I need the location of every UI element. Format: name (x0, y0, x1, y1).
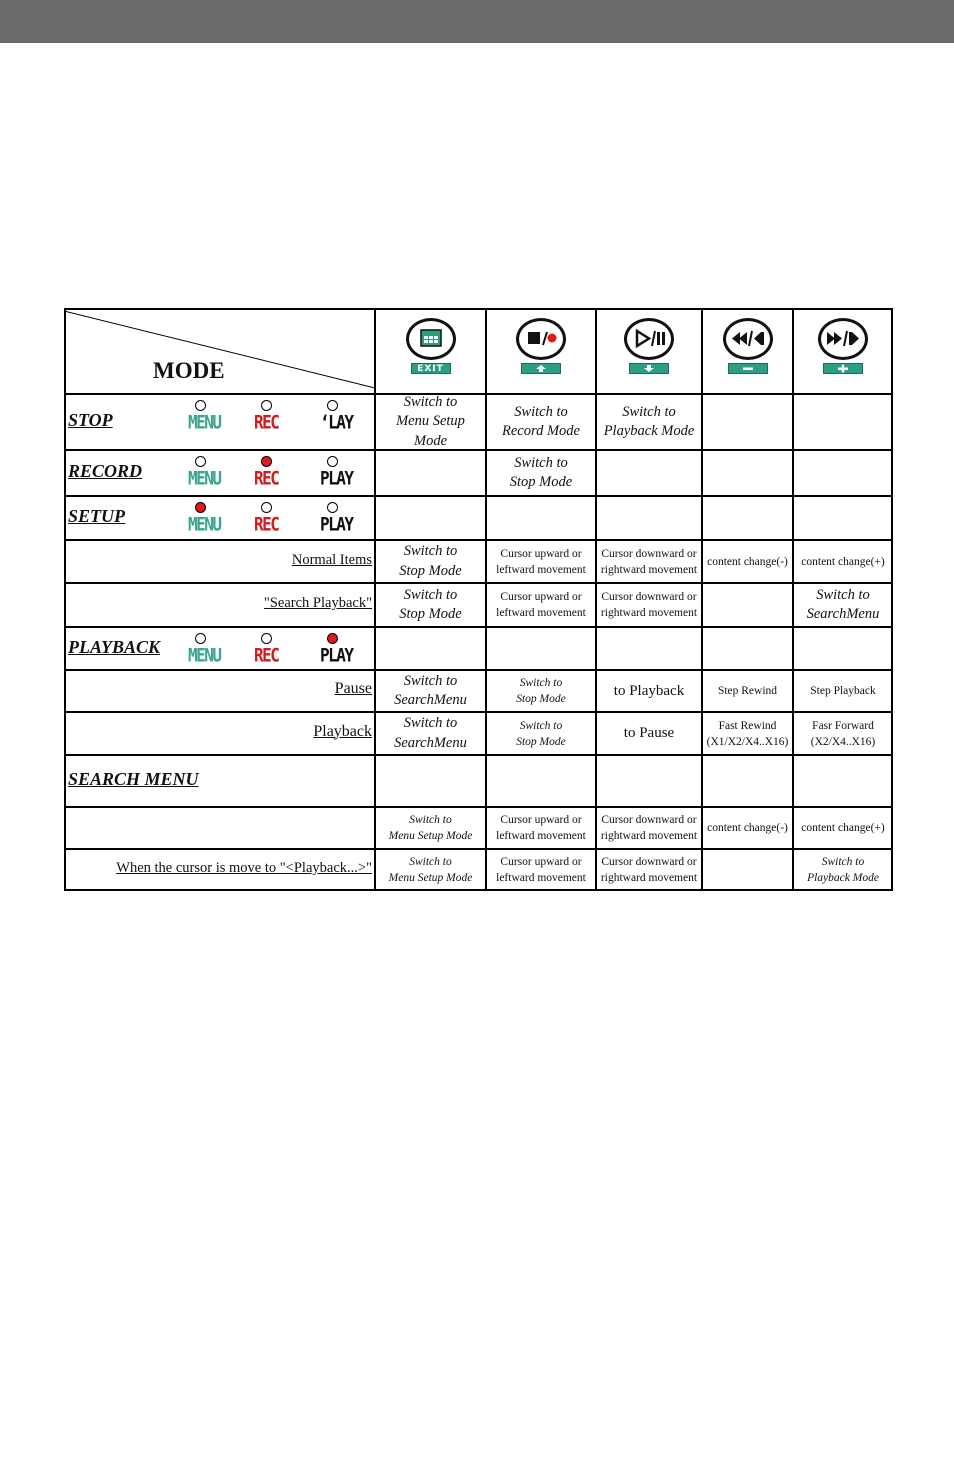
action-cell (598, 671, 700, 711)
led-menu-on-icon (195, 502, 206, 513)
led-indicator-rec (254, 502, 290, 536)
mode-label-stop: STOP (68, 410, 113, 430)
action-text: Switch to SearchMenu (394, 715, 467, 751)
action-cell (488, 850, 594, 890)
forward-step-icon[interactable] (818, 318, 868, 380)
led-indicator-play (320, 456, 356, 490)
row-divider (64, 495, 893, 497)
action-cell (704, 713, 791, 754)
action-cell (598, 541, 700, 582)
action-cell (377, 808, 484, 848)
action-cell (704, 671, 791, 711)
button-ring-icon (624, 318, 674, 360)
action-text: to Playback (613, 682, 685, 699)
led-menu-off-icon (195, 633, 206, 644)
exit-menu-icon-glyph (409, 321, 453, 357)
stop-record-icon-glyph (519, 321, 563, 357)
button-tab-minus (728, 363, 768, 374)
column-divider (701, 308, 703, 891)
led-rec-off-icon (261, 633, 272, 644)
led-indicator-rec (254, 456, 290, 490)
led-rec-label: REC (254, 411, 279, 433)
led-menu-label: MENU (188, 467, 221, 489)
action-cell (488, 395, 594, 449)
led-indicator-rec (254, 633, 290, 667)
led-indicator-play (320, 502, 356, 536)
action-cell (488, 584, 594, 626)
action-text: Switch to Menu Setup Mode (388, 856, 473, 884)
down-arrow-icon (641, 364, 657, 373)
action-text: Switch to Stop Mode (399, 543, 462, 579)
button-ring-icon (406, 318, 456, 360)
led-rec-on-icon (261, 456, 272, 467)
led-play-label: PLAY (320, 467, 353, 489)
action-text: Switch to Playback Mode (603, 403, 695, 439)
action-cell (377, 395, 484, 449)
mode-label-search-menu: SEARCH MENU (68, 769, 199, 789)
stop-record-icon[interactable] (516, 318, 566, 380)
action-text: Switch to Menu Setup Mode (388, 814, 473, 842)
led-indicator-menu (188, 456, 224, 490)
action-text: content change(+) (801, 822, 885, 834)
action-text: Switch to Playback Mode (807, 856, 879, 884)
row-label: Pause (334, 680, 372, 697)
action-cell (598, 584, 700, 626)
page-header-bar (0, 0, 954, 43)
action-cell (704, 808, 791, 848)
led-indicator-play (320, 400, 356, 434)
action-text: to Pause (623, 725, 675, 741)
action-cell (488, 713, 594, 754)
action-cell (795, 541, 891, 582)
column-divider (374, 308, 376, 891)
action-cell (795, 850, 891, 890)
button-tab-plus (823, 363, 863, 374)
led-menu-off-icon (195, 456, 206, 467)
play-pause-icon-glyph (627, 321, 671, 357)
action-cell (377, 671, 484, 711)
action-text: Step Rewind (717, 685, 778, 697)
action-text: Cursor downward or rightward movement (600, 591, 698, 619)
led-indicator-menu (188, 633, 224, 667)
button-tab-up-arrow (521, 363, 561, 374)
rewind-step-icon[interactable] (723, 318, 773, 380)
column-divider (792, 308, 794, 891)
row-divider (64, 449, 893, 451)
action-text: Cursor downward or rightward movement (600, 547, 698, 576)
mode-label-playback: PLAYBACK (68, 636, 161, 657)
row-label: Normal Items (291, 551, 372, 568)
action-cell (377, 541, 484, 582)
row-label: Playback (313, 722, 372, 740)
led-indicator-menu (188, 400, 224, 434)
column-divider (485, 308, 487, 891)
action-cell (598, 808, 700, 848)
led-rec-off-icon (261, 400, 272, 411)
exit-menu-icon[interactable] (406, 318, 456, 380)
led-rec-label: REC (254, 644, 279, 666)
action-cell (377, 584, 484, 626)
row-label: When the cursor is move to "<Playback...>" (116, 860, 372, 876)
mode-label-record: RECORD (68, 461, 143, 481)
action-text: content change(-) (707, 822, 788, 834)
led-menu-label: MENU (188, 513, 221, 535)
led-play-on-icon (327, 633, 338, 644)
action-text: Cursor downward or rightward movement (600, 856, 698, 884)
action-text: Switch to Stop Mode (516, 677, 566, 705)
led-play-off-icon (327, 456, 338, 467)
action-text: Step Playback (810, 685, 876, 697)
mode-header-label: MODE (153, 358, 225, 383)
row-label: "Search Playback" (263, 595, 372, 611)
led-rec-label: REC (254, 513, 279, 535)
action-text: Fast Rewind (X1/X2/X4..X16) (706, 719, 789, 748)
action-text: Switch to Stop Mode (509, 454, 573, 490)
button-ring-icon (516, 318, 566, 360)
button-ring-icon (723, 318, 773, 360)
led-play-label: ‘LAY (320, 411, 353, 433)
action-cell (488, 808, 594, 848)
led-menu-off-icon (195, 400, 206, 411)
action-text: Switch to Record Mode (502, 403, 580, 439)
action-text: Switch to Stop Mode (399, 586, 462, 622)
action-text: Switch to Stop Mode (516, 719, 566, 748)
led-menu-label: MENU (188, 644, 221, 666)
minus-icon (740, 364, 756, 373)
led-indicator-menu (188, 502, 224, 536)
button-ring-icon (818, 318, 868, 360)
action-cell (488, 541, 594, 582)
action-text: content change(-) (707, 555, 788, 568)
led-play-label: PLAY (320, 644, 353, 666)
action-cell (488, 671, 594, 711)
led-play-label: PLAY (320, 513, 353, 535)
action-cell (598, 850, 700, 890)
action-cell (598, 713, 700, 754)
mode-label-setup: SETUP (68, 506, 126, 526)
action-text: Cursor upward or leftward movement (496, 814, 586, 842)
led-play-off-icon (327, 502, 338, 513)
led-indicator-play (320, 633, 356, 667)
plus-icon (835, 364, 851, 373)
button-tab-down-arrow (629, 363, 669, 374)
led-play-off-icon (327, 400, 338, 411)
action-text: Cursor upward or leftward movement (496, 547, 586, 576)
action-text: Switch to Menu Setup Mode (396, 395, 465, 449)
led-menu-label: MENU (188, 411, 221, 433)
action-text: Cursor downward or rightward movement (600, 814, 698, 842)
action-text: Fasr Forward (X2/X4..X16) (810, 719, 876, 748)
rewind-step-icon-glyph (726, 321, 770, 357)
column-divider (595, 308, 597, 891)
action-text: Switch to SearchMenu (806, 586, 880, 622)
table-border-left (64, 308, 66, 891)
action-cell (795, 713, 891, 754)
row-divider (64, 754, 893, 756)
action-text: content change(+) (801, 555, 885, 568)
action-cell (704, 541, 791, 582)
forward-step-icon-glyph (821, 321, 865, 357)
led-rec-off-icon (261, 502, 272, 513)
action-text: Cursor upward or leftward movement (496, 591, 586, 619)
button-tab-EXIT: EXIT (411, 363, 451, 374)
action-cell (795, 671, 891, 711)
led-indicator-rec (254, 400, 290, 434)
action-text: Cursor upward or leftward movement (496, 856, 586, 884)
action-cell (795, 808, 891, 848)
action-text: Switch to SearchMenu (394, 672, 467, 708)
table-border-right (891, 308, 893, 891)
action-cell (488, 451, 594, 495)
action-cell (377, 713, 484, 754)
row-divider (64, 626, 893, 628)
up-arrow-icon (533, 364, 549, 373)
action-cell (377, 850, 484, 890)
led-rec-label: REC (254, 467, 279, 489)
action-cell (598, 395, 700, 449)
mode-table (64, 308, 893, 891)
play-pause-icon[interactable] (624, 318, 674, 380)
action-cell (795, 584, 891, 626)
